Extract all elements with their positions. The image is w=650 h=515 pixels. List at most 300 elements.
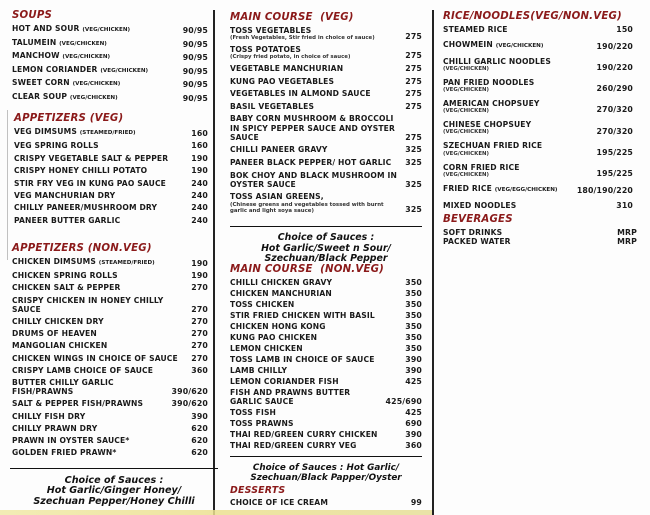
- item-price: 690: [405, 419, 422, 429]
- sauce-label: Choice of Sauces :: [277, 232, 375, 243]
- item-price: 620: [191, 423, 208, 433]
- item-name-text: CHICKEN WINGS IN CHOICE OF SAUCE: [12, 353, 178, 363]
- menu-item: [12, 257, 208, 268]
- menu-item: [12, 51, 208, 62]
- item-price: 240: [191, 190, 208, 200]
- menu-item: [14, 216, 208, 225]
- item-name: [230, 171, 405, 189]
- menu-item: [443, 201, 633, 210]
- menu-item: [14, 154, 208, 163]
- item-price: MRP: [617, 228, 637, 237]
- item-name: [12, 329, 191, 338]
- item-name: [12, 399, 172, 408]
- item-price: 240: [191, 178, 208, 188]
- item-name: [230, 344, 405, 353]
- column-divider: [432, 10, 434, 515]
- item-price: 270: [191, 329, 208, 339]
- item-description: (VEG/CHICKEN): [443, 150, 489, 157]
- menu-item: [14, 191, 208, 200]
- menu-item: [12, 38, 208, 49]
- item-name: [443, 40, 597, 51]
- item-price: 390: [405, 355, 422, 364]
- item-price: 275: [405, 51, 422, 61]
- menu-item: [230, 145, 422, 154]
- item-name-text: BASIL VEGETABLES: [230, 101, 315, 111]
- item-name-text: PACKED WATER: [443, 237, 511, 247]
- menu-item: [443, 237, 637, 246]
- item-name-text: THAI RED/GREEN CURRY VEG: [230, 441, 357, 451]
- appetizers-nonveg-list: [12, 257, 208, 457]
- item-name-text: CRISPY VEGETABLE SALT & PEPPER: [14, 153, 169, 163]
- item-name: [443, 99, 597, 115]
- item-name: [230, 408, 405, 417]
- section-rice-noodles: [443, 11, 633, 215]
- item-name-text: THAI RED/GREEN CURRY CHICKEN: [230, 430, 378, 440]
- item-price: 190/220: [596, 41, 633, 51]
- item-name: [230, 322, 405, 331]
- item-name-text: BOK CHOY AND BLACK MUSHROOM IN OYSTER SAUCE: [230, 170, 397, 189]
- item-price: 325: [405, 205, 422, 215]
- menu-item: [230, 26, 422, 42]
- menu-item: [230, 408, 422, 417]
- menu-item: [443, 184, 633, 195]
- item-name-text: MANGOLIAN CHICKEN: [12, 341, 108, 351]
- item-note: (VEG/EGG/CHICKEN): [494, 186, 558, 193]
- item-name-text: PANEER BUTTER GARLIC: [14, 215, 121, 225]
- item-name-text: CRISPY LAMB CHOICE OF SAUCE: [12, 365, 154, 375]
- item-name: [230, 377, 405, 386]
- item-name: [230, 430, 405, 439]
- item-name: [12, 436, 191, 445]
- item-name-text: LEMON CORIANDER FISH: [230, 377, 339, 386]
- menu-item: [230, 77, 422, 86]
- menu-item: [12, 78, 208, 89]
- item-price: 90/95: [182, 80, 208, 89]
- item-price: 270/320: [596, 126, 633, 136]
- menu-item: [443, 120, 633, 136]
- sauce-options: Szechuan Pepper/Honey Chilli: [33, 495, 195, 507]
- menu-item: [12, 378, 208, 396]
- item-name-text: PRAWN IN OYSTER SAUCE*: [12, 436, 130, 446]
- item-price: 390: [191, 411, 208, 421]
- item-name-text: TOSS LAMB IN CHOICE OF SAUCE: [230, 355, 375, 364]
- item-name: [230, 77, 405, 86]
- item-name-text: LEMON CORIANDER: [12, 64, 98, 74]
- menu-item: [230, 114, 422, 142]
- item-name-text: TALUMEIN: [12, 37, 57, 47]
- beverages-list: [443, 228, 637, 246]
- item-name: [12, 78, 183, 89]
- item-name: [230, 102, 405, 111]
- item-name: [230, 311, 405, 320]
- item-price: 425/690: [385, 397, 422, 407]
- section-soups: [12, 10, 208, 105]
- item-name: [12, 271, 191, 280]
- item-name: [443, 141, 597, 157]
- item-price: 90/95: [182, 26, 208, 35]
- item-name-text: TOSS ASIAN GREENS,: [230, 192, 324, 202]
- item-price: 270: [191, 304, 208, 314]
- item-name: [230, 355, 405, 364]
- item-price: 325: [405, 179, 422, 189]
- item-name-text: GOLDEN FRIED PRAWN*: [12, 448, 117, 458]
- item-name-text: CHOICE OF ICE CREAM: [230, 498, 329, 507]
- section-title: SOUPS: [12, 10, 53, 21]
- item-name-text: CHILLY PRAWN DRY: [12, 423, 98, 433]
- item-name: [12, 378, 172, 396]
- item-name-text: TOSS VEGETABLES: [230, 26, 312, 35]
- menu-item: [12, 296, 208, 314]
- left-edge-rule: [7, 110, 8, 260]
- item-name-text: HOT AND SOUR: [12, 24, 80, 33]
- item-name-text: CHINESE CHOPSUEY: [443, 120, 532, 130]
- item-name-text: VEGETABLES IN ALMOND SAUCE: [230, 89, 371, 99]
- menu-item: [12, 283, 208, 292]
- menu-item: [230, 498, 422, 507]
- column-divider: [213, 10, 215, 515]
- rice-noodles-list: [443, 25, 633, 210]
- item-name: [12, 341, 191, 350]
- item-price: 325: [405, 145, 422, 155]
- menu-item: [230, 441, 422, 450]
- item-name: [230, 158, 405, 167]
- item-price: 270: [191, 283, 208, 293]
- item-price: 350: [405, 289, 422, 298]
- item-name: [443, 237, 617, 246]
- item-price: 310: [616, 200, 633, 210]
- item-price: 350: [405, 333, 422, 342]
- item-name-text: STIR FRIED CHICKEN WITH BASIL: [230, 311, 375, 320]
- item-name-text: CHICKEN SALT & PEPPER: [12, 283, 121, 293]
- item-name: [230, 498, 411, 507]
- section-main-course-veg: [230, 12, 422, 218]
- item-price: 270/320: [596, 105, 633, 115]
- item-name: [12, 366, 191, 375]
- item-name-text: SOFT DRINKS: [443, 228, 503, 237]
- item-price: 90/95: [182, 93, 208, 103]
- item-price: 425: [405, 408, 422, 418]
- menu-item: [443, 40, 633, 51]
- item-note: (STEAMED/FRIED): [79, 130, 136, 136]
- item-name-text: SWEET CORN: [12, 78, 70, 87]
- menu-item: [12, 354, 208, 363]
- item-name: [14, 216, 191, 225]
- section-appetizers-nonveg: [12, 243, 208, 460]
- section-title: APPETIZERS (VEG): [14, 113, 124, 124]
- sauce-choices-main-veg: [230, 226, 422, 265]
- menu-item: [230, 344, 422, 353]
- item-price: 90/95: [182, 66, 208, 76]
- item-name: [230, 114, 405, 142]
- item-name-text: CHILLY FISH DRY: [12, 411, 86, 421]
- item-price: 190: [191, 259, 208, 268]
- item-price: 195/225: [596, 147, 633, 157]
- item-name-text: CRISPY HONEY CHILLI POTATO: [14, 166, 148, 176]
- menu-item: [443, 57, 633, 73]
- menu-item: [12, 271, 208, 280]
- item-price: 270: [191, 317, 208, 327]
- menu-item: [230, 322, 422, 331]
- item-price: 275: [405, 132, 422, 142]
- menu-item: [230, 355, 422, 364]
- item-name: [12, 24, 183, 35]
- desserts-list: [230, 498, 422, 507]
- item-name: [443, 57, 597, 73]
- item-name-text: STIR FRY VEG IN KUNG PAO SAUCE: [14, 178, 167, 188]
- section-appetizers-veg: [14, 113, 208, 228]
- item-name-text: PANEER BLACK PEPPER/ HOT GARLIC: [230, 157, 392, 167]
- menu-item: [230, 45, 422, 61]
- item-name-text: MANCHOW: [12, 51, 60, 60]
- menu-item: [14, 203, 208, 212]
- item-price: 350: [405, 311, 422, 320]
- item-note: (STEAMED/FRIED): [98, 260, 155, 266]
- item-name: [230, 145, 405, 154]
- menu-item: [443, 78, 633, 94]
- item-price: 350: [405, 278, 422, 287]
- menu-item: [14, 141, 208, 150]
- item-name: [12, 257, 191, 268]
- item-description: (Fresh Vegetables, Stir fried in choice of sauce): [230, 35, 375, 42]
- item-name: [12, 412, 191, 421]
- appetizers-veg-list: [14, 127, 208, 225]
- item-name-text: FISH AND PRAWNS BUTTER GARLIC SAUCE: [230, 388, 351, 407]
- item-note: (VEG/CHICKEN): [69, 94, 118, 101]
- soups-list: [12, 24, 208, 103]
- menu-item: [230, 377, 422, 386]
- menu-item: [230, 171, 422, 189]
- item-price: 99: [410, 498, 422, 507]
- item-name: [230, 441, 405, 450]
- item-price: 390: [405, 366, 422, 375]
- item-name-text: CHILLI PANEER GRAVY: [230, 145, 328, 155]
- menu-item: [12, 341, 208, 350]
- menu-item: [14, 166, 208, 175]
- item-name-text: CHILLI GARLIC NOODLES: [443, 56, 551, 66]
- page-edge-band: [0, 510, 432, 515]
- item-name: [230, 388, 386, 406]
- item-name: [443, 78, 597, 94]
- item-name: [12, 51, 183, 62]
- menu-item: [12, 412, 208, 421]
- item-description: (VEG/CHICKEN): [443, 171, 489, 178]
- item-price: 190: [191, 166, 208, 176]
- menu-item: [230, 311, 422, 320]
- menu-item: [443, 25, 633, 34]
- item-name: [12, 65, 183, 76]
- menu-item: [230, 366, 422, 375]
- item-price: 190: [191, 153, 208, 163]
- menu-item: [230, 300, 422, 309]
- item-name: [12, 92, 183, 103]
- item-note: (VEG/CHICKEN): [100, 67, 149, 74]
- menu-item: [230, 430, 422, 439]
- menu-item: [12, 436, 208, 445]
- item-name: [443, 25, 616, 34]
- item-name-text: PAN FRIED NOODLES: [443, 77, 535, 87]
- item-name: [14, 203, 191, 212]
- item-price: MRP: [617, 237, 637, 247]
- item-name-text: TOSS PRAWNS: [230, 419, 294, 429]
- menu-item: [12, 329, 208, 338]
- item-name-text: CRISPY CHICKEN IN HONEY CHILLY SAUCE: [12, 295, 164, 314]
- item-price: 150: [616, 25, 633, 34]
- item-name-text: FRIED RICE: [443, 183, 492, 193]
- item-name: [230, 278, 405, 287]
- item-name: [12, 283, 191, 292]
- item-name: [443, 120, 597, 136]
- menu-item: [12, 92, 208, 103]
- sauce-options: Choice of Sauces : Hot Garlic/: [252, 463, 400, 473]
- item-price: 195/225: [596, 169, 633, 179]
- menu-item: [230, 333, 422, 342]
- item-price: 275: [405, 101, 422, 111]
- menu-item: [230, 64, 422, 73]
- menu-item: [443, 163, 633, 179]
- item-name: [14, 179, 191, 188]
- item-name-text: CHICKEN SPRING ROLLS: [12, 271, 118, 281]
- item-price: 90/95: [182, 39, 208, 49]
- menu-item: [12, 317, 208, 326]
- menu-item: [12, 424, 208, 433]
- item-name: [230, 192, 405, 214]
- item-name: [14, 154, 191, 163]
- section-title: MAIN COURSE (VEG): [230, 12, 354, 23]
- menu-item: [230, 419, 422, 428]
- menu-item: [12, 448, 208, 457]
- sauce-options: Hot Garlic/Sweet n Sour/: [261, 242, 391, 254]
- item-note: (VEG/CHICKEN): [62, 54, 111, 60]
- item-name: [230, 419, 405, 428]
- item-price: 275: [405, 76, 422, 86]
- item-note: (VEG/CHICKEN): [72, 81, 121, 87]
- item-name-text: LAMB CHILLY: [230, 366, 288, 375]
- menu-item: [12, 399, 208, 408]
- item-price: 260/290: [596, 84, 633, 94]
- item-name-text: CHILLY CHICKEN DRY: [12, 317, 104, 327]
- item-price: 620: [191, 436, 208, 446]
- item-note: (VEG/CHICKEN): [59, 40, 107, 47]
- item-name-text: CHICKEN HONG KONG: [230, 322, 326, 331]
- item-name: [230, 45, 405, 61]
- item-description: (VEG/CHICKEN): [443, 65, 489, 72]
- item-price: 190/220: [596, 63, 633, 72]
- item-name: [14, 141, 191, 150]
- item-price: 275: [405, 89, 422, 99]
- item-price: 180/190/220: [576, 185, 633, 195]
- item-name: [230, 333, 405, 342]
- item-name-text: SZECHUAN FRIED RICE: [443, 141, 543, 151]
- item-name: [14, 166, 191, 175]
- item-note: (VEG/CHICKEN): [82, 27, 131, 33]
- menu-item: [230, 89, 422, 98]
- item-name-text: KUNG PAO VEGETABLES: [230, 76, 335, 86]
- item-price: 160: [191, 129, 208, 138]
- item-description: (VEG/CHICKEN): [443, 87, 489, 93]
- item-name-text: BABY CORN MUSHROOM & BROCCOLI IN SPICY PEPPER SAUCE AND OYSTER SAUCE: [230, 114, 395, 142]
- item-name: [230, 289, 405, 298]
- item-name-text: MIXED NOODLES: [443, 200, 517, 210]
- item-name: [12, 296, 191, 314]
- sauce-choices-main-nonveg: [230, 456, 422, 483]
- section-title: BEVERAGES: [443, 214, 513, 225]
- main-veg-list: [230, 26, 422, 214]
- section-title: MAIN COURSE (NON.VEG): [230, 264, 385, 275]
- item-price: 240: [191, 215, 208, 225]
- item-name-text: DRUMS OF HEAVEN: [12, 329, 97, 339]
- sauce-options: Hot Garlic/Ginger Honey/: [46, 485, 182, 497]
- item-note: (VEG/CHICKEN): [495, 42, 544, 49]
- section-title: RICE/NOODLES(VEG/NON.VEG): [443, 11, 622, 22]
- menu-item: [12, 65, 208, 76]
- menu-item: [230, 158, 422, 167]
- item-name-text: TOSS CHICKEN: [230, 300, 295, 309]
- item-name: [12, 354, 191, 363]
- item-name: [230, 300, 405, 309]
- item-name: [443, 201, 616, 210]
- section-title: DESSERTS: [230, 485, 286, 496]
- item-name-text: LEMON CHICKEN: [230, 344, 303, 353]
- item-name-text: CHILLI CHICKEN GRAVY: [230, 278, 333, 287]
- section-main-course-nonveg: [230, 264, 422, 452]
- item-name-text: TOSS FISH: [230, 408, 277, 418]
- section-beverages: [443, 214, 637, 246]
- item-name-text: SALT & PEPPER FISH/PRAWNS: [12, 399, 144, 409]
- item-price: 240: [191, 203, 208, 213]
- item-name: [230, 89, 405, 98]
- menu-item: [12, 24, 208, 35]
- item-name-text: VEG DIMSUMS: [14, 127, 77, 136]
- item-price: 360: [191, 365, 208, 375]
- item-name: [230, 366, 405, 375]
- item-name-text: VEGETABLE MANCHURIAN: [230, 64, 344, 73]
- item-price: 275: [405, 64, 422, 73]
- item-description: (Chinese greens and vegetables tossed with burnt garlic and light soya sauce): [230, 201, 384, 214]
- menu-item: [443, 228, 637, 237]
- item-name-text: CHILLY PANEER/MUSHROOM DRY: [14, 203, 158, 213]
- menu-item: [14, 127, 208, 138]
- item-description: (Crispy fried potato, in choice of sauce): [230, 54, 351, 61]
- menu-item: [14, 179, 208, 188]
- section-desserts: [230, 485, 422, 507]
- item-price: 620: [191, 448, 208, 458]
- item-name: [230, 64, 405, 73]
- item-price: 350: [405, 300, 422, 309]
- menu-item: [443, 141, 633, 157]
- sauce-choices-appetizers: [10, 468, 218, 507]
- item-name: [12, 317, 191, 326]
- menu-item: [12, 366, 208, 375]
- item-name: [443, 163, 597, 179]
- sauce-options: Szechuan/Black Papper/Oyster: [250, 473, 402, 483]
- item-name-text: STEAMED RICE: [443, 25, 508, 34]
- item-price: 350: [405, 322, 422, 331]
- item-name-text: KUNG PAO CHICKEN: [230, 333, 318, 342]
- item-description: (VEG/CHICKEN): [443, 129, 489, 136]
- item-name: [12, 38, 183, 49]
- item-name-text: TOSS POTATOES: [230, 45, 302, 54]
- item-name-text: BUTTER CHILLY GARLIC FISH/PRAWNS: [12, 378, 114, 397]
- item-name: [12, 424, 191, 433]
- item-name: [14, 127, 191, 138]
- section-title: APPETIZERS (NON.VEG): [12, 243, 152, 254]
- menu-item: [443, 99, 633, 115]
- item-name: [443, 228, 617, 237]
- item-price: 425: [405, 377, 422, 386]
- item-price: 190: [191, 271, 208, 281]
- menu-item: [230, 278, 422, 287]
- item-name-text: AMERICAN CHOPSUEY: [443, 99, 540, 108]
